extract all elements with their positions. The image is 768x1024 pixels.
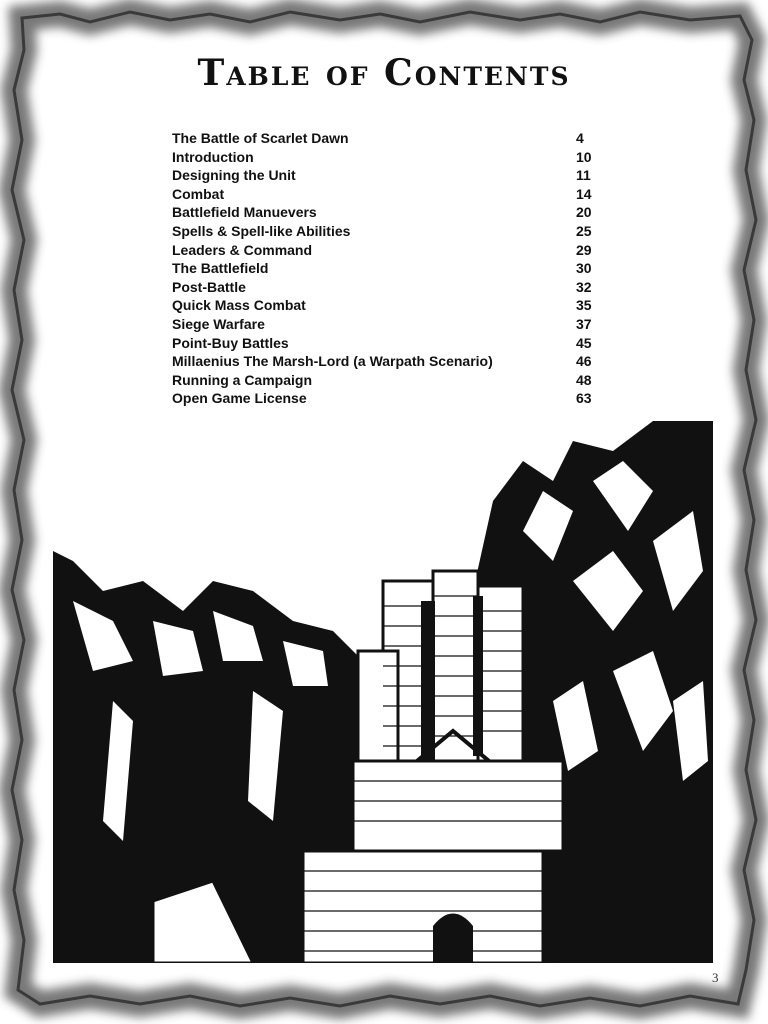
castle-illustration xyxy=(53,421,713,963)
toc-entry xyxy=(172,185,602,204)
toc-entry xyxy=(172,222,602,241)
toc-entry-label: Combat xyxy=(172,185,225,202)
page-title: Table of Contents xyxy=(197,52,571,94)
toc-entry-page: 37 xyxy=(576,315,592,332)
toc-entry-label: Point-Buy Battles xyxy=(172,334,289,351)
toc-entry xyxy=(172,166,602,185)
toc-entry-page: 46 xyxy=(576,353,592,370)
table-of-contents xyxy=(172,129,602,408)
toc-entry-label: Spells & Spell-like Abilities xyxy=(172,222,351,239)
toc-entry-label: Designing the Unit xyxy=(172,167,296,184)
toc-entry xyxy=(172,241,602,260)
toc-entry xyxy=(172,371,602,390)
toc-entry xyxy=(172,203,602,222)
toc-entry-page: 14 xyxy=(576,185,592,202)
toc-entry-label: Post-Battle xyxy=(172,278,246,295)
toc-entry-label: Millaenius The Marsh-Lord (a Warpath Scenario) xyxy=(172,353,493,370)
toc-entry-label: Siege Warfare xyxy=(172,315,265,332)
toc-entry-page: 30 xyxy=(576,260,592,277)
toc-entry-page: 4 xyxy=(576,130,584,146)
toc-entry-label: Open Game License xyxy=(172,390,307,407)
toc-entry xyxy=(172,129,602,148)
toc-entry-label: Introduction xyxy=(172,148,254,165)
toc-entry xyxy=(172,278,602,297)
toc-entry xyxy=(172,296,602,315)
toc-entry-page: 32 xyxy=(576,278,592,295)
toc-entry-page: 20 xyxy=(576,204,592,221)
toc-entry xyxy=(172,148,602,167)
toc-entry-page: 25 xyxy=(576,222,592,239)
toc-entry-label: Battlefield Manuevers xyxy=(172,204,317,221)
toc-entry-label: Running a Campaign xyxy=(172,371,312,388)
page-number: 3 xyxy=(712,970,719,985)
toc-entry-label: The Battle of Scarlet Dawn xyxy=(172,130,349,146)
toc-entry-page: 45 xyxy=(576,334,592,351)
toc-entry-page: 11 xyxy=(576,167,591,184)
toc-entry-label: Leaders & Command xyxy=(172,241,313,258)
toc-entry xyxy=(172,315,602,334)
toc-entry xyxy=(172,259,602,278)
toc-entry-page: 63 xyxy=(576,390,592,407)
toc-entry-page: 29 xyxy=(576,241,592,258)
toc-entry-page: 48 xyxy=(576,371,592,388)
toc-entry-page: 35 xyxy=(576,297,592,314)
toc-entry xyxy=(172,334,602,353)
toc-entry xyxy=(172,389,602,408)
toc-entry-page: 10 xyxy=(576,148,592,165)
toc-entry-label: The Battlefield xyxy=(172,260,269,277)
toc-entry-label: Quick Mass Combat xyxy=(172,297,306,314)
toc-entry xyxy=(172,352,602,371)
